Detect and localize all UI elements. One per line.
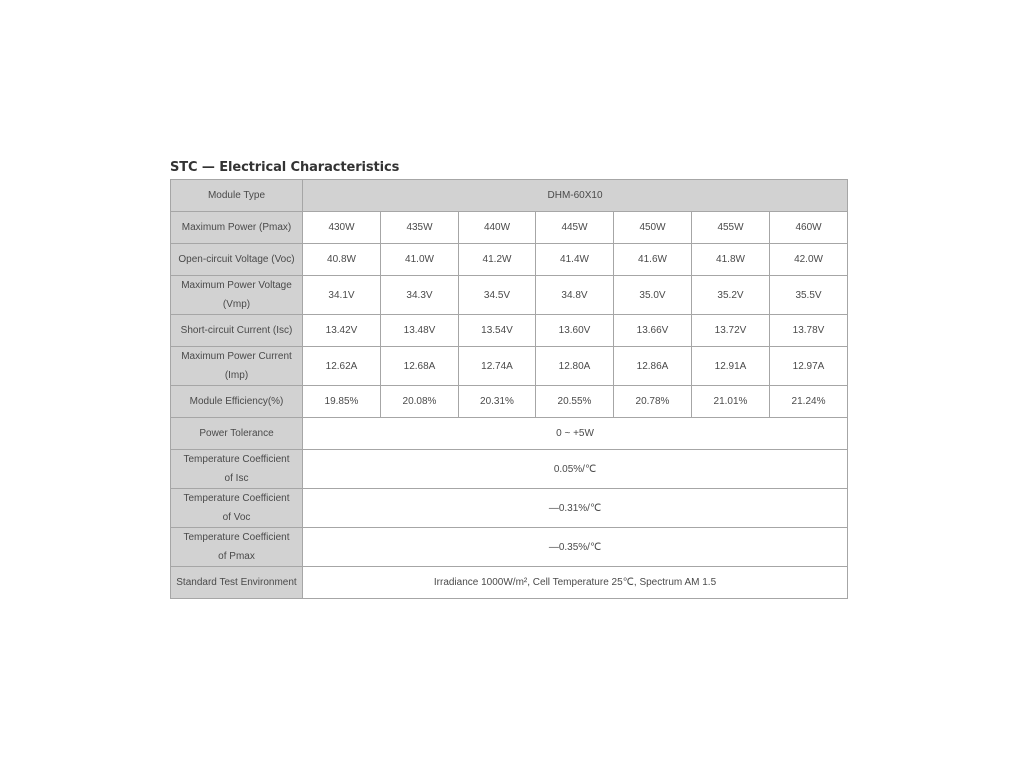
table-cell: 450W [614, 212, 692, 244]
row-label-line-2: (Imp) [224, 370, 249, 381]
table-cell: 41.2W [459, 244, 536, 276]
table-cell: 19.85% [303, 386, 381, 418]
table-cell: 41.0W [381, 244, 459, 276]
row-label: Short-circuit Current (Isc) [171, 315, 303, 347]
table-cell: 20.78% [614, 386, 692, 418]
table-cell: 12.62A [303, 347, 381, 386]
table-cell: 20.31% [459, 386, 536, 418]
row-label-line-1: Temperature Coefficient [183, 532, 290, 543]
table-row-vmp [171, 276, 848, 315]
table-cell: 21.01% [692, 386, 770, 418]
table-cell: 42.0W [770, 244, 848, 276]
table-cell: 12.80A [536, 347, 614, 386]
section-title: STC — Electrical Characteristics [170, 160, 400, 175]
table-cell: 12.91A [692, 347, 770, 386]
row-label-line-2: of Voc [222, 512, 251, 523]
table-cell: 13.60V [536, 315, 614, 347]
row-label-line-1: Temperature Coefficient [183, 454, 290, 465]
row-label-line-1: Maximum Power Current [181, 351, 292, 362]
table-row-imp [171, 347, 848, 386]
row-label-line-2: of Isc [224, 473, 249, 484]
table-cell: 35.5V [770, 276, 848, 315]
row-label [171, 347, 303, 386]
table-row-efficiency [171, 386, 848, 418]
row-label: Maximum Power (Pmax) [171, 212, 303, 244]
table-cell: 41.8W [692, 244, 770, 276]
electrical-characteristics-table [170, 179, 848, 599]
table-cell: 445W [536, 212, 614, 244]
table-cell: 455W [692, 212, 770, 244]
table-cell: 13.78V [770, 315, 848, 347]
table-row-pmax [171, 212, 848, 244]
table-cell: 12.68A [381, 347, 459, 386]
table-cell: 460W [770, 212, 848, 244]
table-cell: 35.0V [614, 276, 692, 315]
table-cell: 34.3V [381, 276, 459, 315]
table-row-test-environment [171, 567, 848, 599]
table-cell: 13.66V [614, 315, 692, 347]
row-label [171, 276, 303, 315]
table-row-temp-coeff-isc [171, 450, 848, 489]
row-label: Open-circuit Voltage (Voc) [171, 244, 303, 276]
model-name: DHM-60X10 [303, 180, 848, 212]
table-cell: —0.31%/℃ [303, 489, 848, 528]
table-row-module-type [171, 180, 848, 212]
row-label [171, 528, 303, 567]
table-row-voc [171, 244, 848, 276]
row-label: Module Type [171, 180, 303, 212]
table-cell: 20.55% [536, 386, 614, 418]
row-label-line-1: Maximum Power Voltage [181, 280, 292, 291]
table-cell: 41.6W [614, 244, 692, 276]
table-cell: 20.08% [381, 386, 459, 418]
table-cell: 12.97A [770, 347, 848, 386]
row-label: Standard Test Environment [171, 567, 303, 599]
row-label-line-2: (Vmp) [222, 299, 251, 310]
table-cell: 0 ~ +5W [303, 418, 848, 450]
row-label [171, 450, 303, 489]
table-cell: 34.1V [303, 276, 381, 315]
table-cell: 13.72V [692, 315, 770, 347]
table-row-temp-coeff-voc [171, 489, 848, 528]
table-row-power-tolerance [171, 418, 848, 450]
table-cell: 34.5V [459, 276, 536, 315]
table-cell: 12.74A [459, 347, 536, 386]
table-cell: 35.2V [692, 276, 770, 315]
table-cell: 34.8V [536, 276, 614, 315]
table-cell: 40.8W [303, 244, 381, 276]
table-row-temp-coeff-pmax [171, 528, 848, 567]
row-label: Power Tolerance [171, 418, 303, 450]
table-cell: 41.4W [536, 244, 614, 276]
table-cell: 435W [381, 212, 459, 244]
row-label-line-2: of Pmax [218, 551, 255, 562]
row-label [171, 489, 303, 528]
table-cell: 430W [303, 212, 381, 244]
table-cell: 21.24% [770, 386, 848, 418]
row-label-line-1: Temperature Coefficient [183, 493, 290, 504]
table-cell: 13.42V [303, 315, 381, 347]
table-row-isc [171, 315, 848, 347]
table-cell: 12.86A [614, 347, 692, 386]
table-cell: 13.48V [381, 315, 459, 347]
table-cell: Irradiance 1000W/m², Cell Temperature 25℃, Spectrum AM 1.5 [303, 567, 848, 599]
table-cell: 0.05%/℃ [303, 450, 848, 489]
row-label: Module Efficiency(%) [171, 386, 303, 418]
table-cell: 440W [459, 212, 536, 244]
table-cell: —0.35%/℃ [303, 528, 848, 567]
table-cell: 13.54V [459, 315, 536, 347]
